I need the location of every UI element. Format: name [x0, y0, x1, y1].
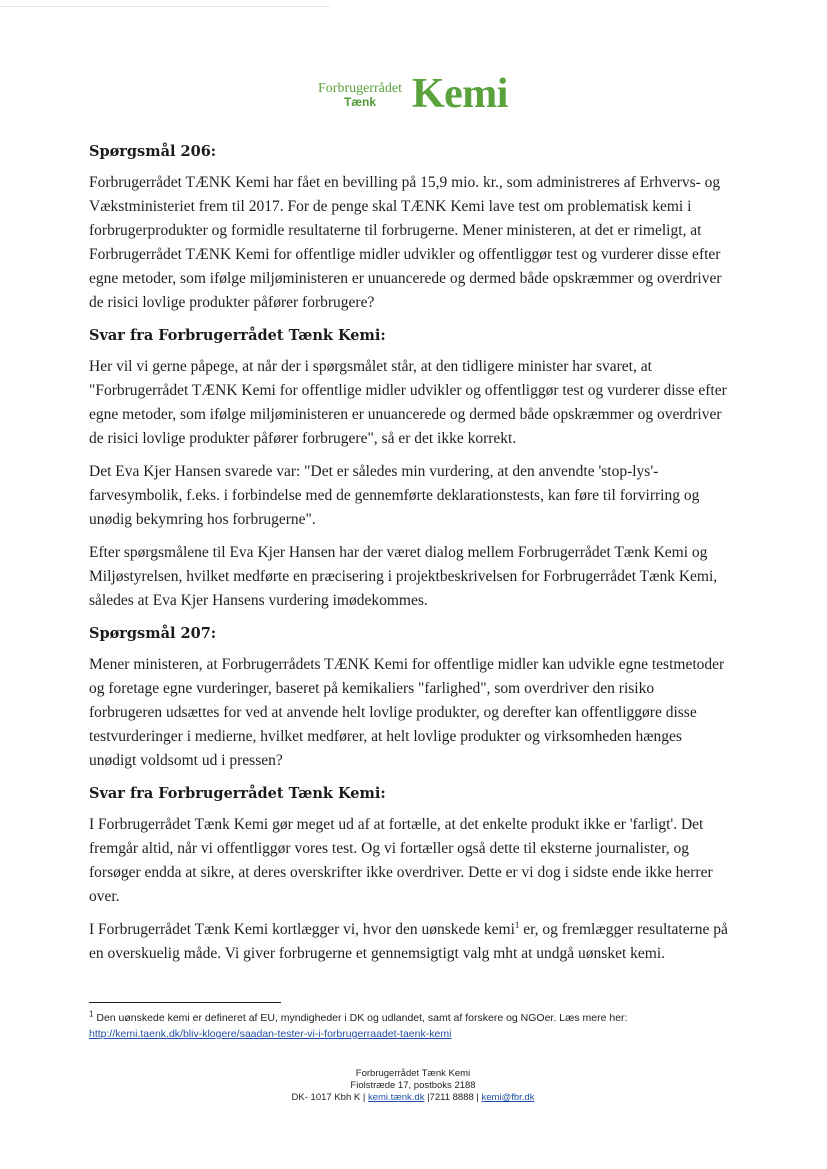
- logo-org-name: [312, 82, 408, 109]
- page-footer: [213, 1068, 613, 1104]
- taenk-kemi-logo: [312, 71, 512, 118]
- question-206-text: Forbrugerrådet TÆNK Kemi har fået en bevilling på 15,9 mio. kr., som administreres af Erhvervs- og Vækstministeriet frem til 2017. For de penge skal TÆNK Kemi lave test om problematisk kemi i forbrugerprodukter og formidle resultaterne til forbrugerne. Mener ministeren, at det er rimeligt, at Forbrugerrådet TÆNK Kemi for offentlige midler udvikler og offentliggør test og vurderer disse efter egne metoder, som ifølge miljøministeren er unuancerede og dermed både opskræmmer og overdriver de risici lovlige produkter påfører forbrugere?: [89, 174, 722, 311]
- logo-line1: Forbrugerrådet: [318, 81, 402, 96]
- heading-answer-206: Svar fra Forbrugerrådet Tænk Kemi:: [89, 327, 386, 344]
- logo-line2: Tænk: [343, 95, 376, 109]
- answer-206-paragraph-2: Det Eva Kjer Hansen svarede var: "Det er således min vurdering, at den anvendte 'stop-lys'-farvesymbolik, f.eks. i forbindelse med de gennemførte deklarationstests, kan føre til forvirring og unødig bekymring hos forbrugerne".: [89, 463, 700, 528]
- question-207-text: Mener ministeren, at Forbrugerrådets TÆNK Kemi for offentlige midler kan udvikle egne testmetoder og foretage egne vurderinger, baseret på kemikaliers "farlighed", som overdriver den risiko forbrugeren udsættes for ved at anvende helt lovlige produkter, og derefter kan offentliggøre disse testvurderinger i medierne, hvilket medfører, at helt lovlige produkter og virksomheden hænges unødigt voldsomt ud i pressen?: [89, 656, 725, 769]
- heading-question-207: Spørgsmål 207:: [89, 625, 217, 642]
- footnote-link[interactable]: http://kemi.taenk.dk/bliv-klogere/saadan-tester-vi-i-forbrugerraadet-taenk-kemi: [89, 1028, 452, 1040]
- footer-org: Forbrugerrådet Tænk Kemi: [355, 1068, 471, 1079]
- answer-206-paragraph-1: Her vil vi gerne påpege, at når der i spørgsmålet står, at den tidligere minister har svaret, at "Forbrugerrådet TÆNK Kemi for offentlige midler udvikler og offentliggør test og vurderer disse efter egne metoder, som ifølge miljøministeren er unuancerede og dermed både opskræmmer og overdriver de risici lovlige produkter påfører forbrugere", så er det ikke korrekt.: [89, 358, 727, 447]
- heading-answer-207: Svar fra Forbrugerrådet Tænk Kemi:: [89, 785, 386, 802]
- footnote-ref-1[interactable]: 1: [514, 919, 520, 930]
- footnote-text: Den uønskede kemi er defineret af EU, myndigheder i DK og udlandet, samt af forskere og NGOer. Læs mere her:: [93, 1012, 628, 1024]
- footer-phone: |7211 8888 |: [424, 1092, 482, 1103]
- footnote: [89, 1010, 739, 1042]
- answer-207-paragraph-1: I Forbrugerrådet Tænk Kemi gør meget ud af at fortælle, at det enkelte produkt ikke er 'farligt'. Det fremgår altid, når vi offentliggør vores test. Og vi fortæller også dette til eksterne journalister, og forsøger endda at sikre, at deres overskrifter ikke overdriver. Dette er vi dog i sidste ende ikke herrer over.: [89, 816, 713, 905]
- footnote-number: 1: [89, 1009, 94, 1019]
- footnote-divider: [89, 1002, 281, 1003]
- logo-kemi: Kemi: [412, 71, 508, 117]
- footer-contact: [213, 1092, 613, 1104]
- footer-email-link[interactable]: kemi@fbr.dk: [481, 1092, 535, 1103]
- scan-edge-line: [0, 6, 330, 7]
- footer-address: Fiolstræde 17, postboks 2188: [350, 1080, 476, 1091]
- answer-206-paragraph-3: Efter spørgsmålene til Eva Kjer Hansen har der været dialog mellem Forbrugerrådet Tænk Kemi og Miljøstyrelsen, hvilket medførte en præcisering i projektbeskrivelsen for Forbrugerrådet Tænk Kemi, således at Eva Kjer Hansens vurdering imødekommes.: [89, 544, 718, 609]
- footer-web-link[interactable]: kemi.tænk.dk: [367, 1092, 425, 1103]
- answer-207-paragraph-2: [89, 918, 729, 966]
- heading-question-206: Spørgsmål 206:: [89, 143, 217, 160]
- document-body: [89, 140, 729, 975]
- answer-207-text-after: er, og fremlægger resultaterne på en overskuelig måde. Vi giver forbrugerne et gennemsigtigt valg mht at undgå uønsket kemi.: [89, 921, 728, 962]
- footer-postal: DK- 1017 Kbh K |: [291, 1092, 368, 1103]
- answer-207-text-before: I Forbrugerrådet Tænk Kemi kortlægger vi, hvor den uønskede kemi: [89, 921, 515, 938]
